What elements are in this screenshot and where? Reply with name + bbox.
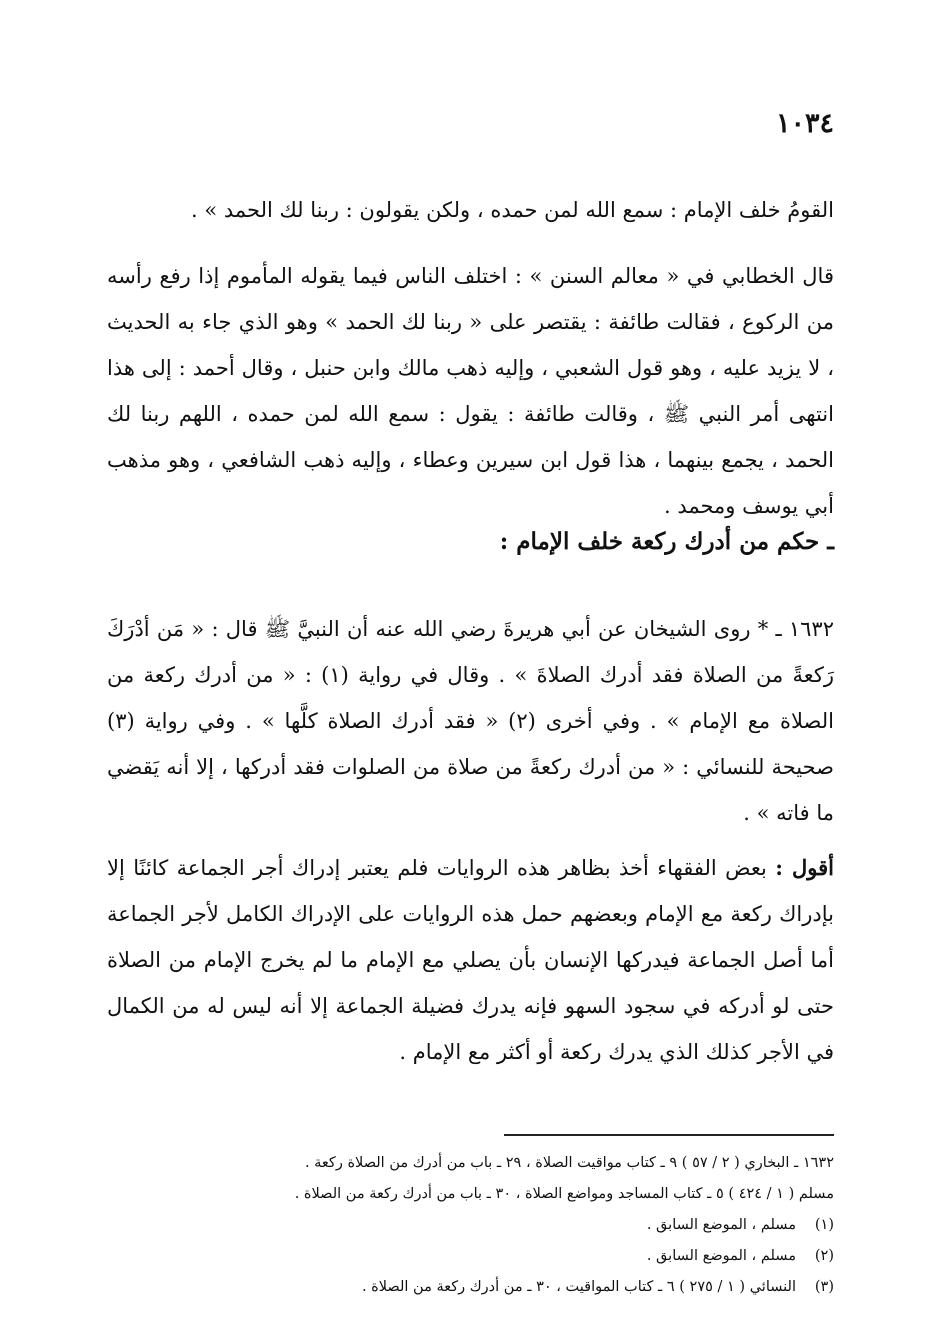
footnote-1 — [107, 1210, 834, 1241]
footnote-2-text: مسلم ، الموضع السابق . — [646, 1248, 796, 1264]
paragraph-khattabi: قال الخطابي في « معالم السنن » : اختلف الناس فيما يقوله المأموم إذا رفع رأسه من الركوع ، فقالت طائفة : يقتصر على « ربنا لك الحمد » وهو الذي جاء به الحديث ، لا يزيد عليه ، وهو قول الشعبي ، وإليه ذهب مالك وابن حنبل ، وقال أحمد : إلى هذا انتهى أمر النبي ﷺ ، وقالت طائفة : يقول : سمع الله لمن حمده ، اللهم ربنا لك الحمد ، يجمع بينهما ، هذا قول ابن سيرين وعطاء ، وإليه ذهب الشافعي ، وهو مذهب أبي يوسف ومحمد . — [107, 264, 834, 518]
commentary-text: بعض الفقهاء أخذ بظاهر هذه الروايات فلم يعتبر إدراك أجر الجماعة كائنًا إلا بإدراك ركعة مع الإمام وبعضهم حمل هذه الروايات على الإدراك الكامل لأجر الجماعة أما أصل الجماعة فيدركها الإنسان بأن يصلي مع الإمام ما لم يخرج الإمام من الصلاة حتى لو أدركه في سجود السهو فإنه يدرك فضيلة الجماعة إلا أنه ليس له من الكمال في الأجر كذلك الذي يدرك ركعة أو أكثر مع الإمام . — [107, 856, 834, 1064]
footnote-2-marker: (٢) — [814, 1248, 834, 1264]
footnote-3 — [107, 1272, 834, 1303]
footnote-separator — [504, 1134, 834, 1136]
section-heading: ـ حكم من أدرك ركعة خلف الإمام : — [499, 528, 834, 555]
footnote-3-text: النسائي ( ١ / ٢٧٥ ) ٦ ـ كتاب المواقيت ، ٣٠ ـ من أدرك ركعة من الصلاة . — [361, 1279, 796, 1295]
footnote-1-marker: (١) — [814, 1217, 834, 1233]
footnote-3-marker: (٣) — [814, 1279, 834, 1295]
footnote-main-2: مسلم ( ١ / ٤٢٤ ) ٥ ـ كتاب المساجد ومواضع الصلاة ، ٣٠ ـ باب من أدرك ركعة من الصلاة . — [294, 1186, 834, 1202]
commentary-label: أقول : — [775, 855, 834, 880]
paragraph-opening: القومُ خلف الإمام : سمع الله لمن حمده ، ولكن يقولون : ربنا لك الحمد » . — [190, 198, 834, 222]
page-number: ١٠٣٤ — [775, 108, 834, 139]
footnote-main-1: ١٦٣٢ ـ البخاري ( ٢ / ٥٧ ) ٩ ـ كتاب مواقيت الصلاة ، ٢٩ ـ باب من أدرك من الصلاة ركعة . — [304, 1155, 834, 1171]
footnote-1-text: مسلم ، الموضع السابق . — [646, 1217, 796, 1233]
paragraph-hadith-1632: ١٦٣٢ ـ * روى الشيخان عن أبي هريرةَ رضي الله عنه أن النبيَّ ﷺ قال : « مَن أدْرَكَ رَكعةً من الصلاة فقد أدرك الصلاةَ » . وقال في رواية (١) : « من أدرك ركعة من الصلاة مع الإمام » . وفي أخرى (٢) « فقد أدرك الصلاة كلَّها » . وفي رواية (٣) صحيحة للنسائي : « من أدرك ركعةً من صلاة من الصلوات فقد أدركها ، إلا أنه يَقضي ما فاته » . — [107, 617, 834, 825]
footnotes — [107, 1148, 834, 1303]
paragraph-commentary — [107, 845, 834, 1075]
footnote-2 — [107, 1241, 834, 1272]
